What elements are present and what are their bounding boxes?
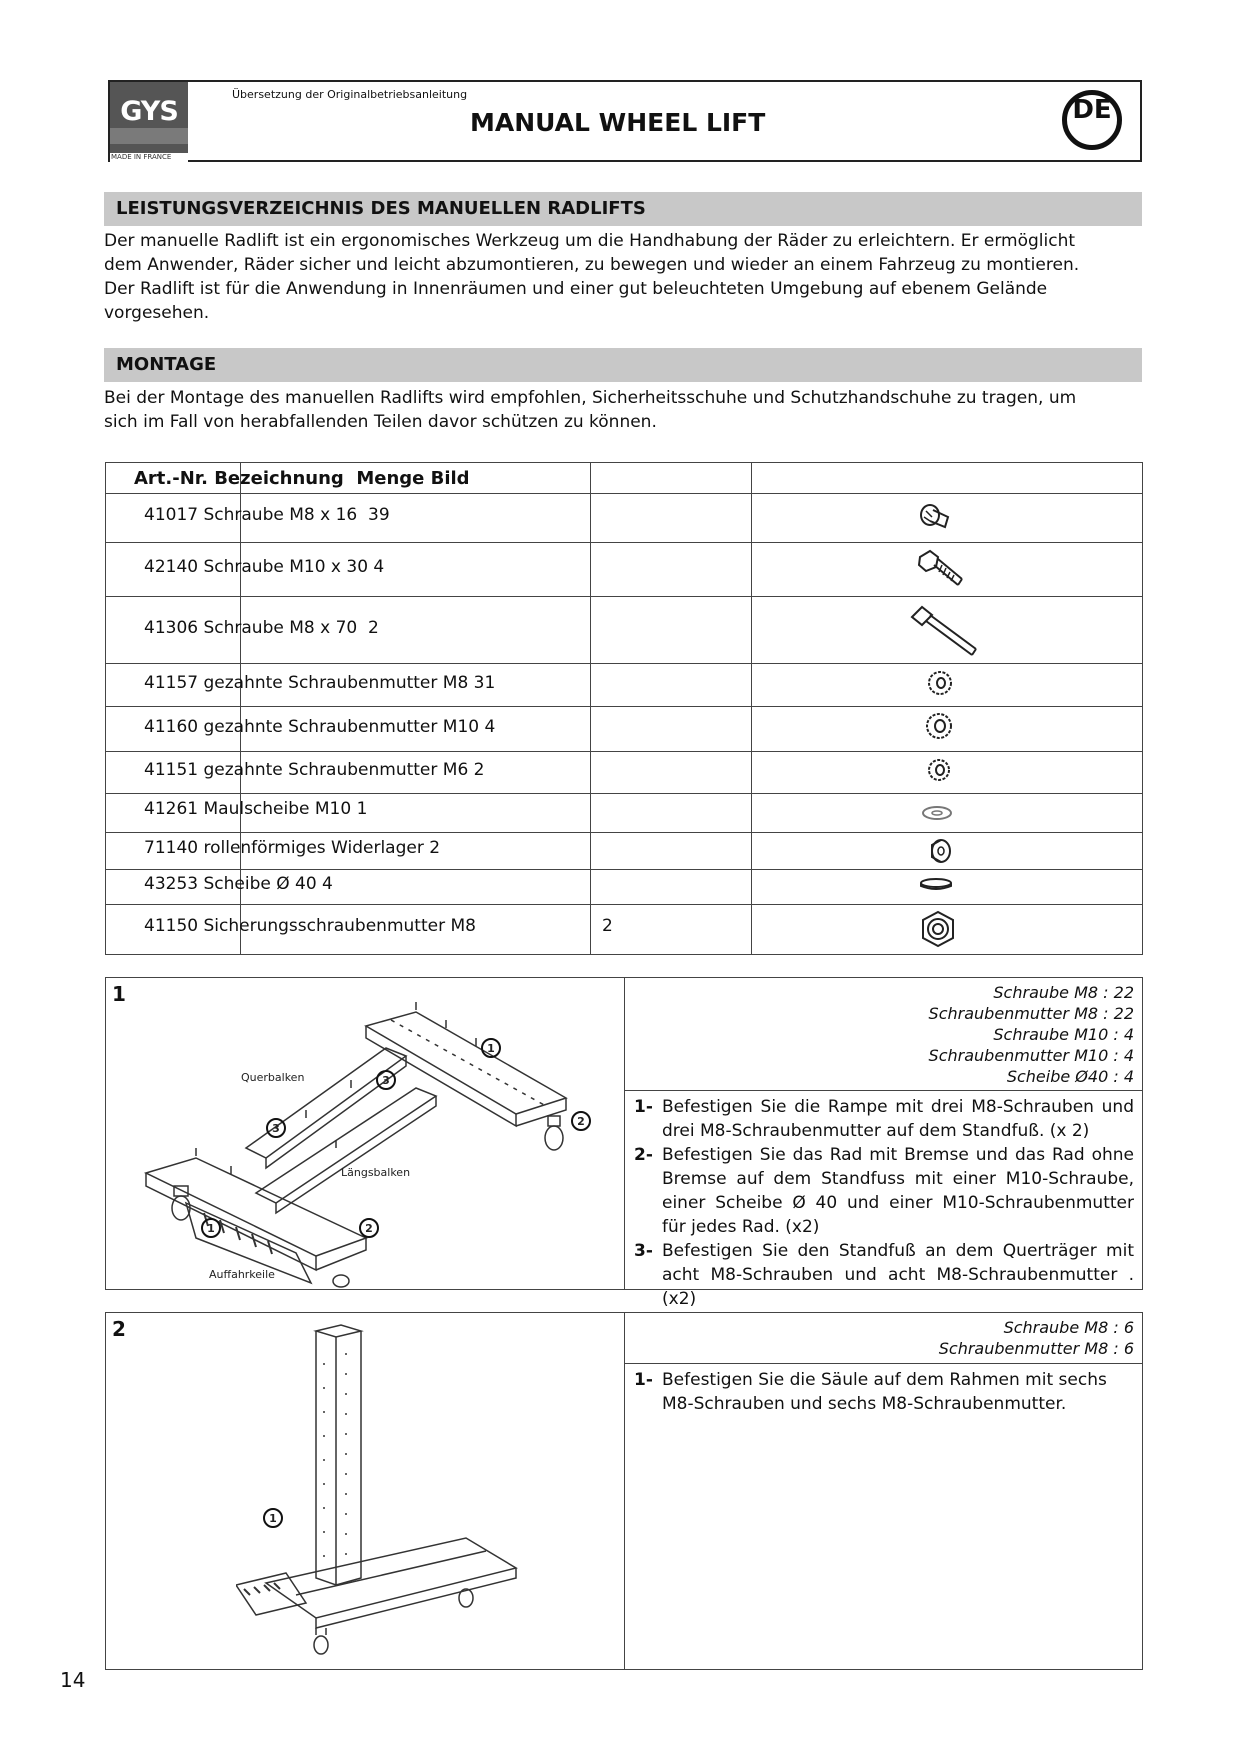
step-number: 1 xyxy=(112,982,126,1006)
label-laengsbalken: Längsbalken xyxy=(341,1166,411,1179)
hardware-counts xyxy=(939,1317,1134,1359)
column xyxy=(316,1331,361,1585)
row-divider xyxy=(106,832,1142,833)
callout-number: 2 xyxy=(577,1115,585,1128)
callout-number: 1 xyxy=(207,1222,215,1235)
count-line: Schraube M10 : 4 xyxy=(993,1025,1134,1044)
label-auffahrkeile: Auffahrkeile xyxy=(209,1268,275,1281)
callout-number: 2 xyxy=(365,1222,373,1235)
row-divider xyxy=(106,869,1142,870)
left-side-rail xyxy=(146,1158,366,1256)
section-heading-montage: MONTAGE xyxy=(104,348,1142,382)
callout-number: 3 xyxy=(382,1074,390,1087)
row-divider xyxy=(106,904,1142,905)
serrated-nut-icon xyxy=(926,669,954,697)
page-number: 14 xyxy=(60,1668,86,1692)
row-divider xyxy=(106,793,1142,794)
assembly-step-2 xyxy=(105,1312,1143,1670)
step-instructions xyxy=(634,1095,1134,1311)
base-frame-assembly-figure xyxy=(136,998,606,1288)
callout-1 xyxy=(264,1509,282,1527)
column-assembly-figure xyxy=(236,1323,616,1668)
callout-number: 1 xyxy=(487,1042,495,1055)
text-line: Bei der Montage des manuellen Radlifts wird empfohlen, Sicherheitsschuhe und Schutzhandschuhe zu tragen, um xyxy=(104,388,1077,408)
step-number: 2 xyxy=(112,1317,126,1341)
column-top xyxy=(316,1325,361,1337)
document-header xyxy=(108,80,1142,162)
count-line: Schraubenmutter M8 : 22 xyxy=(928,1004,1134,1023)
row-divider xyxy=(106,706,1142,707)
table-row: 41017 Schraube M8 x 16 39 xyxy=(144,505,390,525)
washer-icon xyxy=(920,803,954,823)
parts-table-header: Art.-Nr. Bezeichnung Menge Bild xyxy=(134,468,470,489)
column-divider xyxy=(624,978,625,1289)
table-row: 41160 gezahnte Schraubenmutter M10 4 xyxy=(144,717,496,737)
table-row: 41157 gezahnte Schraubenmutter M8 31 xyxy=(144,673,496,693)
document-title: MANUAL WHEEL LIFT xyxy=(470,108,766,137)
text-line: Der Radlift ist für die Anwendung in Innenräumen und einer gut beleuchteten Umgebung auf ebenem Gelände xyxy=(104,279,1048,299)
flat-washer-icon xyxy=(918,876,954,892)
row-divider xyxy=(624,1363,1142,1364)
short-bolt-icon xyxy=(918,501,958,537)
quantity-cell: 2 xyxy=(602,916,613,936)
logo-band xyxy=(110,128,188,144)
row-divider xyxy=(106,493,1142,494)
caster-wheel xyxy=(545,1126,563,1150)
instruction-number: 2- xyxy=(634,1145,653,1165)
table-row: 41150 Sicherungsschraubenmutter M8 xyxy=(144,916,476,936)
gys-logo xyxy=(110,82,188,162)
text-line: vorgesehen. xyxy=(104,303,210,323)
instruction-text: Befestigen Sie den Standfuß an dem Querträger mit acht M8-Schrauben und acht M8-Schraubenmutter . (x2) xyxy=(662,1241,1134,1309)
callout-number: 1 xyxy=(269,1512,277,1525)
instruction-item xyxy=(634,1143,1134,1239)
table-row: 41261 Maulscheibe M10 1 xyxy=(144,799,368,819)
base-frame xyxy=(266,1538,516,1618)
section-heading-scope: LEISTUNGSVERZEICHNIS DES MANUELLEN RADLIFTS xyxy=(104,192,1142,226)
instruction-text: Befestigen Sie die Säule auf dem Rahmen mit sechs M8-Schrauben und sechs M8-Schraubenmutter. xyxy=(662,1370,1107,1414)
translation-note: Übersetzung der Originalbetriebsanleitung xyxy=(232,88,468,101)
assembly-step-1 xyxy=(105,977,1143,1309)
table-row: 42140 Schraube M10 x 30 4 xyxy=(144,557,385,577)
language-badge: DE xyxy=(1062,90,1122,150)
callout-1-top xyxy=(482,1039,500,1057)
instruction-number: 3- xyxy=(634,1241,653,1261)
text-line: Der manuelle Radlift ist ein ergonomisches Werkzeug um die Handhabung der Räder zu erleichtern. Er ermöglicht xyxy=(104,231,1076,251)
instruction-item xyxy=(634,1095,1134,1143)
count-line: Schraube M8 : 6 xyxy=(1003,1318,1134,1337)
step-instructions xyxy=(634,1368,1134,1416)
table-row: 43253 Scheibe Ø 40 4 xyxy=(144,874,333,894)
row-divider xyxy=(106,542,1142,543)
roller-spacer-icon xyxy=(924,837,954,865)
ramp xyxy=(236,1573,306,1615)
callout-2-right xyxy=(572,1112,590,1130)
instruction-item xyxy=(634,1239,1134,1311)
instruction-text: Befestigen Sie das Rad mit Bremse und das Rad ohne Bremse auf dem Standfuss mit einer M10-Schraube, einer Scheibe Ø 40 und einer M10-Schraubenmutter für jedes Rad. (x2) xyxy=(662,1145,1134,1237)
count-line: Schraube M8 : 22 xyxy=(993,983,1134,1002)
table-row: 71140 rollenförmiges Widerlager 2 xyxy=(144,838,441,858)
threaded-bolt-icon xyxy=(916,547,966,593)
callout-number: 3 xyxy=(272,1122,280,1135)
row-divider xyxy=(106,596,1142,597)
row-divider xyxy=(106,751,1142,752)
serrated-nut-icon xyxy=(924,711,954,741)
scope-paragraph xyxy=(104,229,1144,325)
text-line: sich im Fall von herabfallenden Teilen davor schützen zu können. xyxy=(104,412,657,432)
column-divider xyxy=(751,463,752,954)
hardware-counts xyxy=(929,982,1134,1087)
row-divider xyxy=(624,1090,1142,1091)
row-divider xyxy=(106,663,1142,664)
caster-wheel xyxy=(314,1636,328,1654)
logo-brand: GYS xyxy=(120,96,178,127)
column-divider xyxy=(624,1313,625,1669)
callout-1-bottom xyxy=(202,1219,220,1237)
table-row: 41306 Schraube M8 x 70 2 xyxy=(144,618,379,638)
callout-3-lower xyxy=(267,1119,285,1137)
count-line: Scheibe Ø40 : 4 xyxy=(1006,1067,1134,1086)
parts-table xyxy=(105,462,1143,955)
label-querbalken: Querbalken xyxy=(241,1071,305,1084)
instruction-number: 1- xyxy=(634,1370,653,1390)
instruction-text: Befestigen Sie die Rampe mit drei M8-Schrauben und drei M8-Schraubenmutter auf dem Standfuß. (x 2) xyxy=(662,1097,1134,1141)
instruction-number: 1- xyxy=(634,1097,653,1117)
callout-2-bottom xyxy=(360,1219,378,1237)
instruction-item xyxy=(634,1368,1134,1416)
caster-wheel xyxy=(333,1275,349,1287)
long-bolt-icon xyxy=(906,603,981,661)
callout-3-upper xyxy=(377,1071,395,1089)
text-line: dem Anwender, Räder sicher und leicht abzumontieren, zu bewegen und wieder an einem Fahrzeug zu montieren. xyxy=(104,255,1080,275)
lock-nut-icon xyxy=(918,909,958,949)
caster-wheel xyxy=(459,1589,473,1607)
column-divider xyxy=(590,463,591,954)
serrated-nut-icon xyxy=(926,757,952,783)
count-line: Schraubenmutter M10 : 4 xyxy=(928,1046,1134,1065)
montage-paragraph xyxy=(104,386,1144,434)
table-row: 41151 gezahnte Schraubenmutter M6 2 xyxy=(144,760,485,780)
logo-made-in: MADE IN FRANCE xyxy=(110,152,188,162)
count-line: Schraubenmutter M8 : 6 xyxy=(938,1339,1134,1358)
